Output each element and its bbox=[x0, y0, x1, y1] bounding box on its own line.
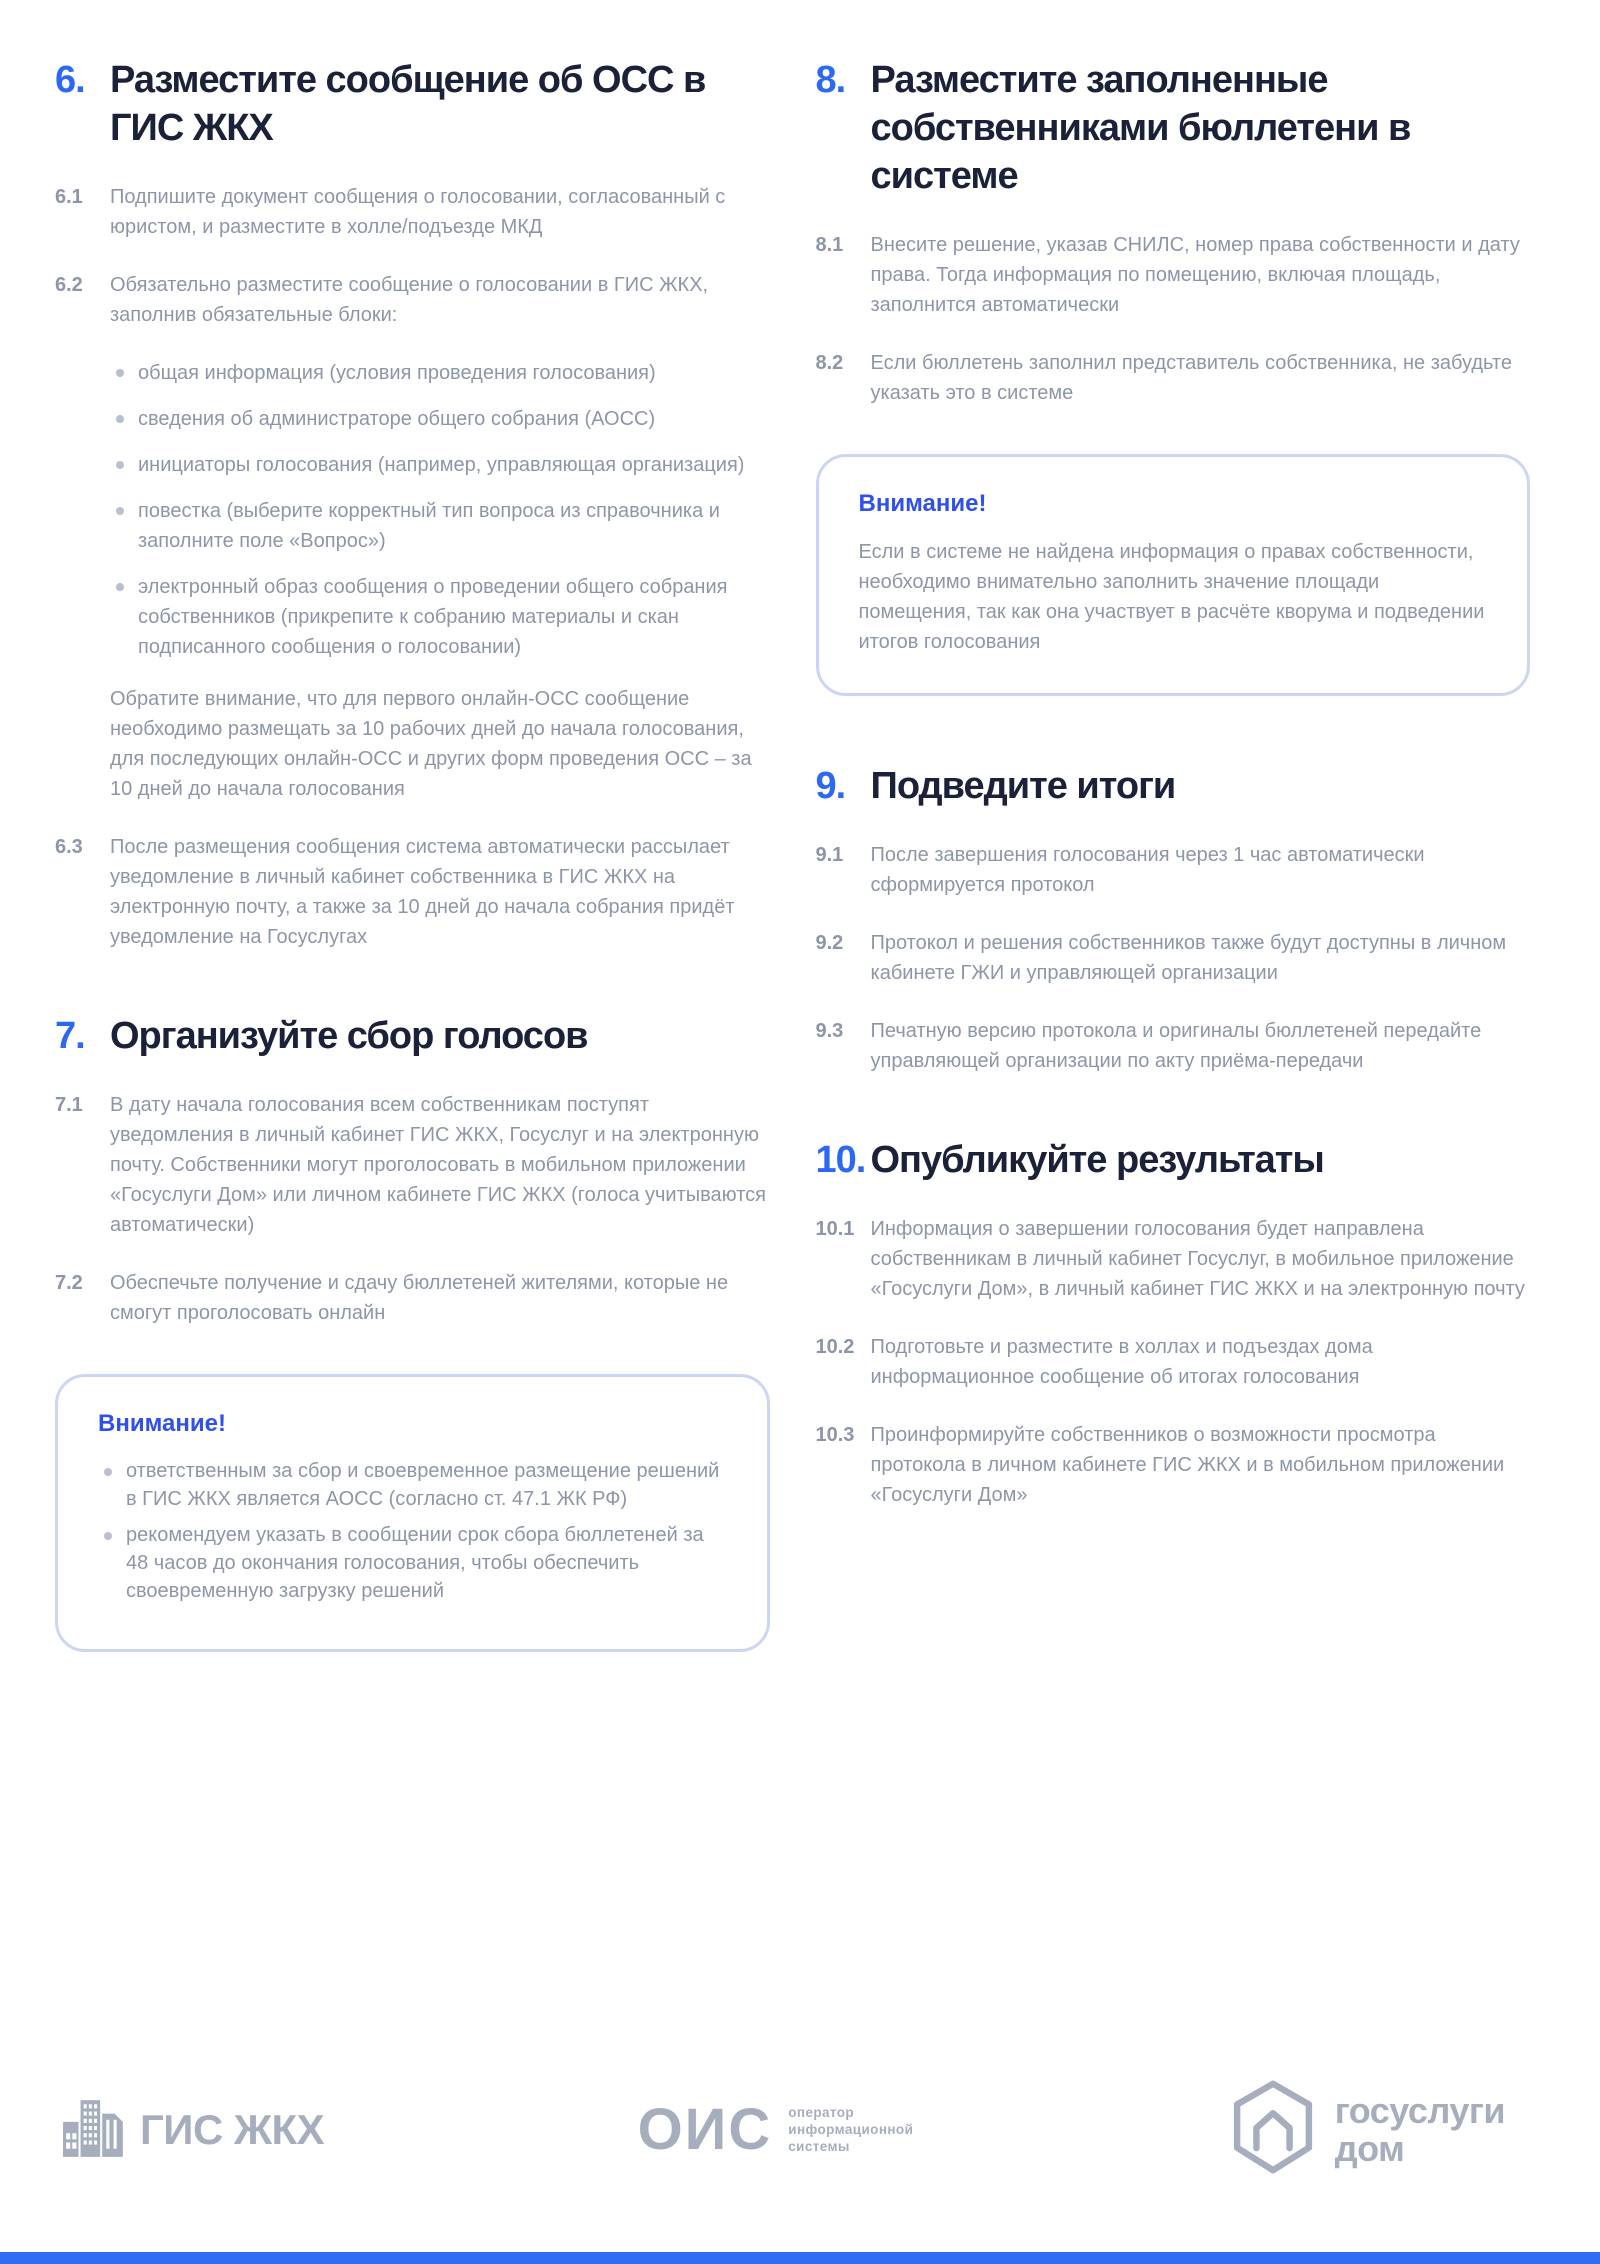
item-number: 6.3 bbox=[55, 836, 83, 858]
section-number: 9. bbox=[815, 765, 846, 807]
section-title: Организуйте сбор голосов bbox=[110, 1015, 588, 1057]
list-item bbox=[816, 1214, 1531, 1304]
item-number: 9.3 bbox=[815, 1020, 844, 1042]
bullet-item: общая информация (условия проведения голосования) bbox=[110, 358, 770, 388]
right-column bbox=[816, 56, 1531, 1652]
bullet-list bbox=[98, 1457, 727, 1605]
dom-line: дом bbox=[1334, 2127, 1405, 2169]
section-10-heading bbox=[816, 1136, 1531, 1184]
section-number: 6. bbox=[55, 59, 85, 101]
item-text: После завершения голосования через 1 час автоматически сформируется протокол bbox=[870, 844, 1425, 896]
item-number: 9.2 bbox=[815, 932, 844, 954]
item-text: Подпишите документ сообщения о голосовании, согласованный с юристом, и разместите в холле/подъезде МКД bbox=[110, 186, 726, 238]
gosuslugi-dom-logo bbox=[1227, 2079, 1505, 2180]
ois-logo bbox=[637, 2096, 914, 2162]
gosuslugi-line: госуслуги bbox=[1334, 2089, 1505, 2131]
note-text: Обратите внимание, что для первого онлайн-ОСС сообщение необходимо размещать за 10 рабочих дней до начала голосования, для последующих онлайн-ОСС и других форм проведения ОСС – за 10 дней до начала голосования bbox=[110, 688, 752, 800]
list-item bbox=[816, 348, 1531, 408]
attention-title: Внимание! bbox=[98, 1410, 226, 1437]
bullet-item: инициаторы голосования (например, управляющая организация) bbox=[110, 450, 770, 480]
attention-title: Внимание! bbox=[858, 490, 987, 517]
bullet-item: повестка (выберите корректный тип вопроса из справочника и заполните поле «Вопрос») bbox=[110, 496, 770, 556]
item-text: Если бюллетень заполнил представитель собственника, не забудьте указать это в системе bbox=[870, 352, 1512, 404]
list-item bbox=[55, 832, 770, 952]
list-item bbox=[816, 1420, 1531, 1510]
item-number: 6.1 bbox=[55, 186, 83, 208]
attention-text: Если в системе не найдена информация о правах собственности, необходимо внимательно заполнить значение площади помещения, так как она участвует в расчёте кворума и подведении итогов голосования bbox=[858, 541, 1485, 653]
section-8-heading bbox=[816, 56, 1531, 200]
section-7-heading bbox=[55, 1012, 770, 1060]
item-text: Проинформируйте собственников о возможности просмотра протокола в личном кабинете ГИС ЖКХ и в мобильном приложении «Госуслуги Дом» bbox=[870, 1424, 1505, 1506]
gosuslugi-dom-label bbox=[1334, 2089, 1505, 2169]
hexagon-house-icon bbox=[1227, 2079, 1319, 2180]
item-number: 7.1 bbox=[55, 1094, 83, 1116]
bullet-item: ответственным за сбор и своевременное размещение решений в ГИС ЖКХ является АОСС (согласно ст. 47.1 ЖК РФ) bbox=[98, 1457, 727, 1513]
item-text: Обеспечьте получение и сдачу бюллетеней жителями, которые не смогут проголосовать онлайн bbox=[110, 1272, 729, 1324]
list-item bbox=[55, 1268, 770, 1328]
item-text: В дату начала голосования всем собственникам поступят уведомления в личный кабинет ГИС ЖКХ, Госуслуг и на электронную почту. Собственники могут проголосовать в мобильном приложении «Госуслуги Дом» или личном кабинете ГИС ЖКХ (голоса учитываются автоматически) bbox=[110, 1094, 766, 1236]
item-number: 7.2 bbox=[55, 1272, 83, 1294]
section-title: Подведите итоги bbox=[870, 765, 1176, 807]
gis-zhkh-label: ГИС ЖКХ bbox=[140, 2105, 325, 2153]
bottom-accent-bar bbox=[0, 2252, 1600, 2264]
item-number: 10.3 bbox=[815, 1424, 855, 1446]
footer bbox=[0, 2079, 1600, 2180]
item-number: 9.1 bbox=[815, 844, 844, 866]
section-title: Разместите заполненные собственниками бюллетени в системе bbox=[870, 59, 1411, 197]
list-item bbox=[816, 928, 1531, 988]
list-item bbox=[816, 1016, 1531, 1076]
section-6-heading bbox=[55, 56, 770, 152]
list-item bbox=[55, 270, 770, 804]
section-title: Разместите сообщение об ОСС в ГИС ЖКХ bbox=[110, 59, 706, 149]
bullet-item: сведения об администраторе общего собрания (АОСС) bbox=[110, 404, 770, 434]
attention-box bbox=[55, 1374, 770, 1652]
list-item bbox=[816, 1332, 1531, 1392]
bullet-item: электронный образ сообщения о проведении общего собрания собственников (прикрепите к собранию материалы и скан подписанного сообщения о голосовании) bbox=[110, 572, 770, 662]
item-text: Обязательно разместите сообщение о голосовании в ГИС ЖКХ, заполнив обязательные блоки: bbox=[110, 274, 709, 326]
bullet-list bbox=[110, 358, 770, 662]
bullet-item: рекомендуем указать в сообщении срок сбора бюллетеней за 48 часов до окончания голосования, чтобы обеспечить своевременную загрузку решений bbox=[98, 1521, 727, 1605]
left-column bbox=[55, 56, 770, 1652]
item-text: Протокол и решения собственников также будут доступны в личном кабинете ГЖИ и управляющей организации bbox=[870, 932, 1507, 984]
item-number: 10.1 bbox=[815, 1218, 855, 1240]
list-item bbox=[816, 230, 1531, 320]
attention-box bbox=[816, 454, 1531, 696]
item-text: Подготовьте и разместите в холлах и подъездах дома информационное сообщение об итогах голосования bbox=[870, 1336, 1373, 1388]
list-item bbox=[55, 182, 770, 242]
item-number: 6.2 bbox=[55, 274, 83, 296]
gis-zhkh-logo bbox=[62, 2094, 324, 2165]
section-number: 10. bbox=[815, 1139, 866, 1181]
item-text: Внесите решение, указав СНИЛС, номер права собственности и дату права. Тогда информация по помещению, включая площадь, заполнится автоматически bbox=[870, 234, 1520, 316]
item-number: 8.1 bbox=[815, 234, 844, 256]
item-number: 10.2 bbox=[815, 1336, 855, 1358]
item-number: 8.2 bbox=[815, 352, 844, 374]
section-number: 7. bbox=[55, 1015, 85, 1057]
list-item bbox=[816, 840, 1531, 900]
list-item bbox=[55, 1090, 770, 1240]
ois-subtitle-line: системы bbox=[788, 2139, 850, 2154]
section-number: 8. bbox=[815, 59, 846, 101]
section-9-heading bbox=[816, 762, 1531, 810]
item-text: Информация о завершении голосования будет направлена собственникам в личный кабинет Госуслуг, в мобильное приложение «Госуслуги Дом», в личный кабинет ГИС ЖКХ и на электронную почту bbox=[870, 1218, 1525, 1300]
ois-subtitle-line: оператор bbox=[788, 2105, 855, 2120]
item-text: Печатную версию протокола и оригиналы бюллетеней передайте управляющей организации по акту приёма-передачи bbox=[870, 1020, 1482, 1072]
item-text: После размещения сообщения система автоматически рассылает уведомление в личный кабинет собственника в ГИС ЖКХ на электронную почту, а также за 10 дней до начала собрания придёт уведомление на Госуслугах bbox=[110, 836, 735, 948]
building-icon bbox=[62, 2094, 128, 2165]
ois-label: ОИС bbox=[637, 2096, 773, 2162]
ois-subtitle-line: информационной bbox=[788, 2122, 914, 2137]
section-title: Опубликуйте результаты bbox=[870, 1139, 1324, 1181]
ois-subtitle bbox=[788, 2104, 913, 2155]
